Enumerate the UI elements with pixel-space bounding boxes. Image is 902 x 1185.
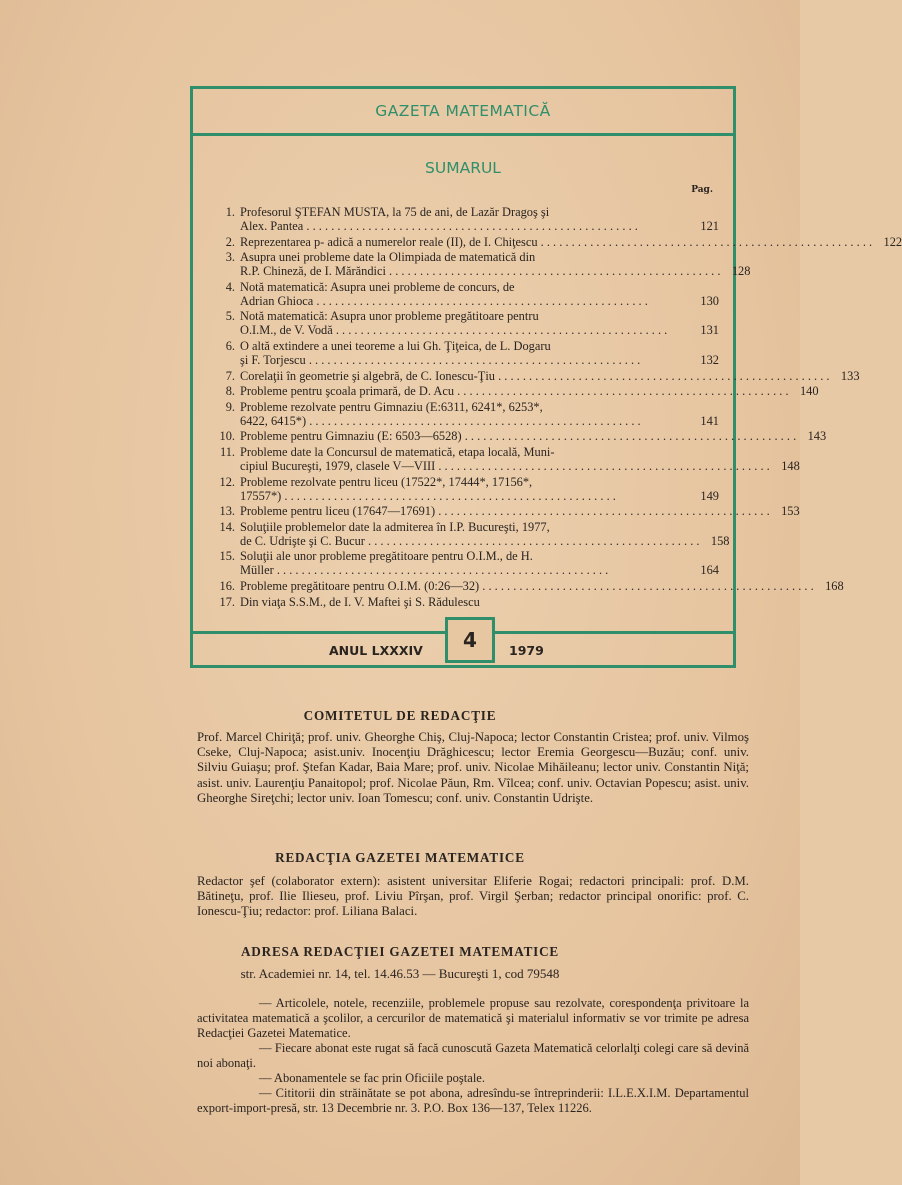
summary-frame [190, 86, 902, 668]
volume-label: ANUL LXXXIV [329, 643, 423, 658]
toc-item-number: 4. [225, 279, 235, 294]
toc-item [211, 309, 719, 337]
committee-title: COMITETUL DE REDACŢIE [303, 708, 497, 723]
toc-item-body [240, 384, 819, 398]
toc-item-title: Notă matematică: Asupra unor probleme pregătitoare pentru [240, 309, 539, 324]
toc-item-body [240, 205, 719, 233]
toc-item-page: 158 [710, 533, 730, 548]
toc-item-page: 122 [883, 234, 902, 249]
toc-item [211, 339, 719, 367]
toc-item-title: Probleme pentru şcoala primară, de D. Acu . . . [240, 384, 789, 398]
toc-item-number: 16. [219, 578, 235, 593]
toc-item-title: Din viaţa S.S.M., de I. V. Maftei şi S. Rădulescu [240, 594, 480, 609]
toc-item-page: 132 [700, 352, 719, 367]
toc-item-body [240, 250, 750, 278]
toc-item-page: 164 [700, 563, 719, 578]
toc-item-title-cont: 17557*) . . . [240, 489, 689, 503]
toc-item-number: 3. [225, 250, 235, 265]
toc-item-title-cont: Müller . . . [240, 563, 689, 577]
note-paragraph: — Cititorii din străinătate se pot abona, adresîndu-se întreprinderii: I.L.E.X.I.M. Departamentul export-import-presă, str. 13 Decembrie nr. 3. P.O. Box 136—137, Telex 11226. [197, 1086, 749, 1115]
issue-footer [193, 628, 733, 665]
toc-item-number: 8. [225, 384, 235, 399]
toc-item-body [240, 369, 860, 383]
issue-year: 1979 [509, 643, 544, 658]
toc-item-body [240, 235, 902, 249]
toc-item-page: 133 [840, 368, 860, 383]
editorial-text: Redactor şef (colaborator extern): asistent universitar Eliferie Rogai; redactori principali: prof. D.M. Bătineţu, prof. Ilie Ilieseu, prof. Liviu Pîrşan, prof. Virgil Şerban; redactor principal onorific: prof. C. Ionescu-Ţiu; redactor: prof. Liliana Balaci. [197, 874, 749, 919]
toc-item-body [240, 475, 719, 503]
toc-item [211, 519, 730, 548]
toc-item-page: 153 [781, 504, 800, 519]
toc-item-title: O altă extindere a unei teoreme a lui Gh. Ţiţeica, de L. Dogaru [240, 338, 551, 353]
toc-item-title: Probleme rezolvate pentru liceu (17522*, 17444*, 17156*, [240, 474, 533, 489]
toc-item-number: 14. [219, 519, 235, 534]
toc-item-title: Probleme rezolvate pentru Gimnaziu (E:6311, 6241*, 6253*, [240, 399, 543, 414]
toc-item-body [240, 595, 719, 609]
toc-item [211, 578, 844, 593]
toc-item-page: 130 [700, 293, 719, 308]
note-paragraph: — Abonamentele se fac prin Oficiile poştale. [259, 1071, 485, 1085]
toc-item-page: 140 [799, 384, 819, 399]
editorial-title: REDACŢIA GAZETEI MATEMATICE [275, 850, 525, 865]
toc-item-title-cont: cipiul Bucureşti, 1979, clasele V—VIII . . . [240, 459, 770, 473]
committee-text: Prof. Marcel Chiriţă; prof. univ. Gheorghe Chiş, Cluj-Napoca; lector Constantin Cristea; prof. univ. Vilmoş Cseke, Cluj-Napoca; asist.univ. Inocenţiu Drăghicescu; lector Eremia Georgescu—Buzău; conf. univ. Silviu Guiaşu; prof. Ştefan Kadar, Baia Mare; prof. univ. Nicolae Mihăileanu; lector univ. Constantin Niţă; asist. univ. Laurenţiu Panaitopol; prof. Nicolae Păun, Rm. Vîlcea; conf. univ. Octavian Popescu; asist. univ. Gheorghe Sireţchi; lector univ. Ioan Tomescu; conf. univ. Constantin Udrişte. [197, 730, 749, 805]
toc-item [211, 429, 827, 444]
toc-item-title: Probleme pregătitoare pentru O.I.M. (0:26—32) . . . [240, 579, 814, 593]
address-title: ADRESA REDACŢIEI GAZETEI MATEMATICE [240, 944, 560, 959]
toc-item-title-cont: şi F. Torjescu . . . [240, 353, 689, 367]
toc-item-page: 168 [825, 578, 844, 593]
toc-item [211, 595, 719, 609]
toc-item [211, 250, 751, 279]
toc-item-title-cont: de C. Udrişte şi C. Bucur . . . [240, 534, 699, 548]
toc-item-number: 5. [225, 309, 235, 324]
toc-item [211, 400, 719, 428]
toc-item-body [240, 429, 826, 443]
toc-item [211, 280, 719, 308]
toc-item-number: 7. [225, 368, 235, 383]
page-column-label: Pag. [691, 185, 713, 195]
toc-item [211, 205, 719, 233]
toc-item-page: 141 [700, 413, 719, 428]
toc-item [211, 234, 902, 249]
toc-item-page: 121 [700, 219, 719, 233]
toc-item-body [240, 579, 844, 593]
toc-item-page: 131 [700, 323, 719, 338]
toc-item-title: Corelaţii în geometrie şi algebră, de C. Ionescu-Ţiu . . . [240, 369, 830, 383]
toc-item-body [240, 520, 729, 548]
toc-item-page: 128 [731, 264, 751, 279]
toc-item [211, 475, 719, 503]
note-paragraph: — Fiecare abonat este rugat să facă cunoscută Gazeta Matematică celorlalţi colegi care să devină noi abonaţi. [197, 1041, 749, 1070]
toc-item [211, 368, 860, 383]
toc-item-title: Reprezentarea p- adică a numerelor reale (II), de I. Chiţescu . . . [240, 235, 872, 249]
toc-item [211, 504, 800, 519]
toc-item-number: 10. [219, 429, 235, 444]
toc-item-title: Asupra unei probleme date la Olimpiada de matematică din [240, 250, 536, 265]
table-of-contents [211, 205, 902, 610]
toc-item-number: 1. [225, 205, 235, 219]
journal-title: GAZETA MATEMATICĂ [193, 89, 733, 136]
toc-item-title: Probleme date la Concursul de matematică, etapa locală, Muni- [240, 444, 555, 459]
toc-item-title: Probleme pentru liceu (17647—17691) . . . [240, 504, 770, 518]
toc-item-title-cont: Alex. Pantea . . . [240, 219, 689, 233]
toc-item-page: 143 [807, 429, 827, 444]
toc-item-body [240, 549, 719, 577]
toc-item-number: 9. [225, 399, 235, 414]
toc-item-page: 148 [781, 458, 800, 473]
toc-item-title-cont: Adrian Ghioca . . . [240, 294, 689, 308]
toc-item-title-cont: O.I.M., de V. Vodă . . . [240, 323, 689, 337]
toc-item-number: 17. [219, 594, 235, 609]
toc-item-body [240, 280, 719, 308]
summary-title: SUMARUL [425, 159, 501, 177]
toc-item-number: 15. [219, 549, 235, 564]
note-paragraph: — Articolele, notele, recenziile, problemele propuse sau rezolvate, corespondenţa privitoare la activitatea matematică a şcolilor, a cercurilor de matematică şi materialul informativ se vor trimite pe adresa Redacţiei Gazetei Matematice. [197, 996, 749, 1040]
toc-item-title: Notă matematică: Asupra unei probleme de concurs, de [240, 279, 515, 294]
toc-item-title: Soluţiile problemelor date la admiterea în I.P. Bucureşti, 1977, [240, 519, 550, 534]
toc-item-title: Soluţii ale unor probleme pregătitoare pentru O.I.M., de H. [240, 549, 533, 564]
toc-item-body [240, 309, 719, 337]
toc-item-title: Probleme pentru Gimnaziu (E: 6503—6528) . . . [240, 429, 796, 443]
notes-block [197, 996, 749, 1116]
toc-item-title-cont: R.P. Chineză, de I. Mărăndici . . . [240, 264, 720, 278]
toc-item-number: 11. [219, 444, 235, 459]
toc-item-body [240, 504, 800, 518]
toc-item-number: 2. [225, 234, 235, 249]
toc-item-title-cont: 6422, 6415*) . . . [240, 414, 689, 428]
address-line: str. Academiei nr. 14, tel. 14.46.53 — Bucureşti 1, cod 79548 [240, 966, 560, 981]
toc-item-number: 6. [225, 338, 235, 353]
issue-number: 4 [445, 617, 495, 663]
toc-item-title: Profesorul ŞTEFAN MUSTA, la 75 de ani, de Lazăr Dragoş şi [240, 205, 550, 219]
toc-item-body [240, 445, 800, 473]
toc-item [211, 384, 819, 399]
toc-item-body [240, 339, 719, 367]
toc-item [211, 549, 719, 577]
toc-item [211, 444, 800, 473]
toc-item-page: 149 [700, 488, 719, 503]
toc-item-page [689, 595, 719, 609]
toc-item-number: 13. [219, 504, 235, 519]
toc-item-number: 12. [219, 474, 235, 489]
toc-item-body [240, 400, 719, 428]
